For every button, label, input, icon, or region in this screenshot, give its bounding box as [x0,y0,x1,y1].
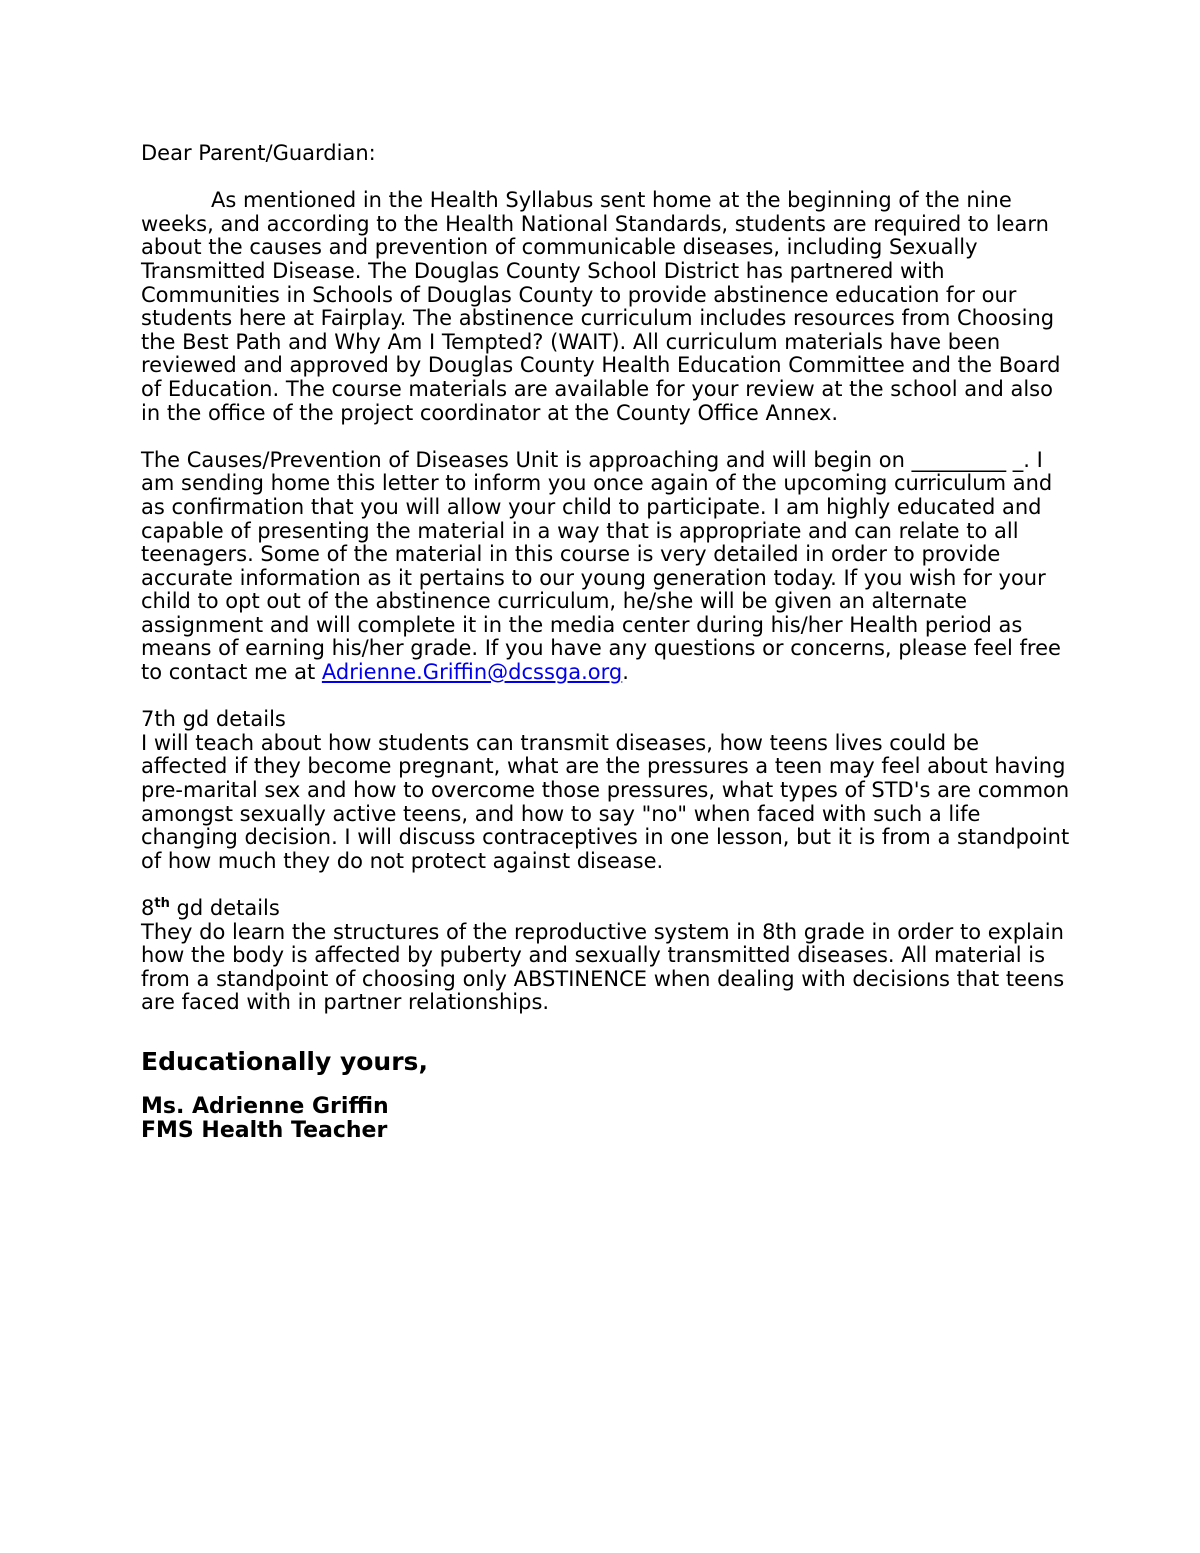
grade7-heading: 7th gd details [141,707,286,732]
signature-title: FMS Health Teacher [141,1117,388,1143]
grade8-heading-number: 8 [141,896,155,920]
grade8-heading [141,897,1071,921]
paragraph-intro [141,189,1071,425]
paragraph-unit-text: The Causes/Prevention of Diseases Unit is approaching and will begin on _________ _. I am sending home this letter to inform you once again of the upcoming curriculum and as confirmation that you will allow your child to participate. I am highly educated and capable of presenting the material in a way that is appropriate and can relate to all teenagers. Some of the material in this course is very detailed in order to provide accurate information as it pertains to our young generation today. If you wish for your child to opt out of the abstinence curriculum, he/she will be given an alternate assignment and will complete it in the media center during his/her Health period as means of earning his/her grade. If you have any questions or concerns, please feel free to contact me at [141,447,1061,685]
paragraph-intro-text: As mentioned in the Health Syllabus sent home at the beginning of the nine weeks, and according to the Health National Standards, students are required to learn about the causes and prevention of communicable diseases, including Sexually Transmitted Disease. The Douglas County School District has partnered with Communities in Schools of Douglas County to provide abstinence education for our students here at Fairplay. The abstinence curriculum includes resources from Choosing the Best Path and Why Am I Tempted? (WAIT). All curriculum materials have been reviewed and approved by Douglas County Health Education Committee and the Board of Education. The course materials are available for your review at the school and also in the office of the project coordinator at the County Office Annex. [141,188,1061,425]
email-link[interactable]: Adrienne.Griffin@dcssga.org [321,660,623,685]
spacer [141,1077,1071,1095]
spacer [141,425,1071,449]
grade7-text: I will teach about how students can transmit diseases, how teens lives could be affected if they become pregnant, what are the pressures a teen may feel about having pre-marital sex and how to overcome those pressures, what types of STD's are common amongst sexually active teens, and how to say "no" when faced with such a life changing decision. I will discuss contraceptives in one lesson, but it is from a standpoint of how much they do not protect against disease. [141,730,1070,873]
grade8-heading-superscript: th [154,896,170,911]
letter-body [141,142,1071,1143]
email-trailing-period: . [622,660,629,685]
spacer [141,873,1071,897]
paragraph-unit [141,449,1071,685]
signature-name: Ms. Adrienne Griffin [141,1093,389,1119]
salutation: Dear Parent/Guardian: [141,141,376,165]
grade8-heading-rest: gd details [169,896,280,920]
closing: Educationally yours, [141,1046,428,1076]
spacer [141,685,1071,709]
spacer [141,166,1071,190]
grade8-text: They do learn the structures of the reproductive system in 8th grade in order to explain how the body is affected by puberty and sexually transmitted diseases. All material is from a standpoint of choosing only ABSTINENCE when dealing with decisions that teens are faced with in partner relationships. [141,919,1065,1015]
